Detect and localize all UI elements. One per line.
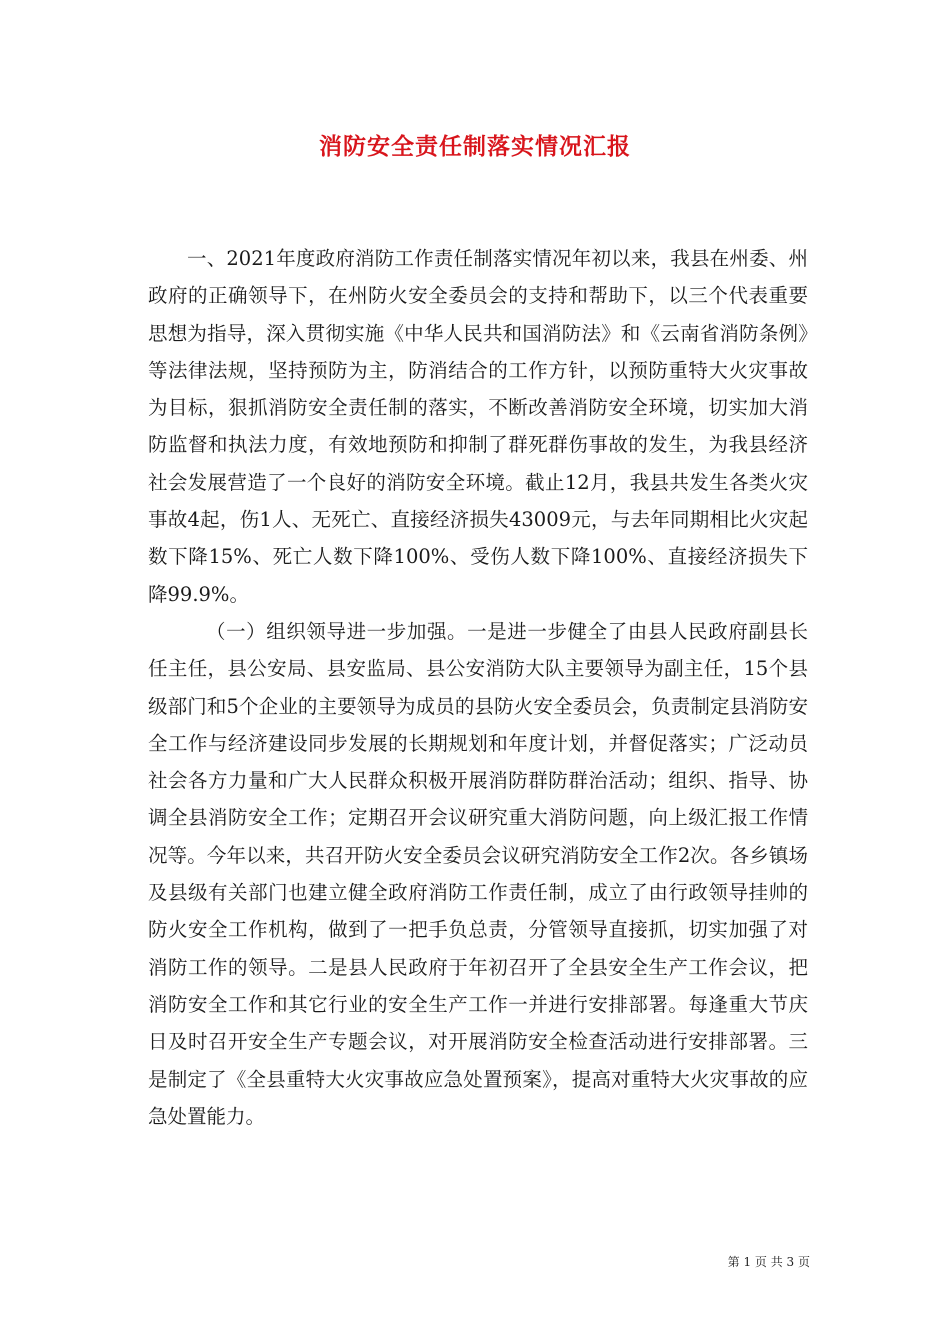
page-number-footer: 第 1 页 共 3 页 (727, 1255, 810, 1269)
document-title: 消防安全责任制落实情况汇报 (319, 133, 631, 160)
paragraph-2: （一）组织领导进一步加强。一是进一步健全了由县人民政府副县长任主任，县公安局、县安监局、县公安消防大队主要领导为副主任，15个县级部门和5个企业的主要领导为成员的县防火安全委员会，负责制定县消防安全工作与经济建设同步发展的长期规划和年度计划，并督促落实；广泛动员社会各方力量和广大人民群众积极开展消防群防群治活动；组织、指导、协调全县消防安全工作；定期召开会议研究重大消防问题，向上级汇报工作情况等。今年以来，共召开防火安全委员会议研究消防安全工作2次。各乡镇场及县级有关部门也建立健全政府消防工作责任制，成立了由行政领导挂帅的防火安全工作机构，做到了一把手负总责，分管领导直接抓，切实加强了对消防工作的领导。二是县人民政府于年初召开了全县安全生产工作会议，把消防安全工作和其它行业的安全生产工作一并进行安排部署。每逢重大节庆日及时召开安全生产专题会议，对开展消防安全检查活动进行安排部署。三是制定了《全县重特大火灾事故应急处置预案》，提高对重特大火灾事故的应急处置能力。 (148, 619, 808, 1128)
paragraph-1: 一、2021年度政府消防工作责任制落实情况年初以来，我县在州委、州政府的正确领导下，在州防火安全委员会的支持和帮助下，以三个代表重要思想为指导，深入贯彻实施《中华人民共和国消防法》和《云南省消防条例》等法律法规，坚持预防为主，防消结合的工作方针，以预防重特大火灾事故为目标，狠抓消防安全责任制的落实，不断改善消防安全环境，切实加大消防监督和执法力度，有效地预防和抑制了群死群伤事故的发生，为我县经济社会发展营造了一个良好的消防安全环境。截止12月，我县共发生各类火灾事故4起，伤1人、无死亡、直接经济损失43009元，与去年同期相比火灾起数下降15%、死亡人数下降100%、受伤人数下降100%、直接经济损失下降99.9%。 (148, 247, 808, 606)
document-body (148, 240, 808, 1135)
